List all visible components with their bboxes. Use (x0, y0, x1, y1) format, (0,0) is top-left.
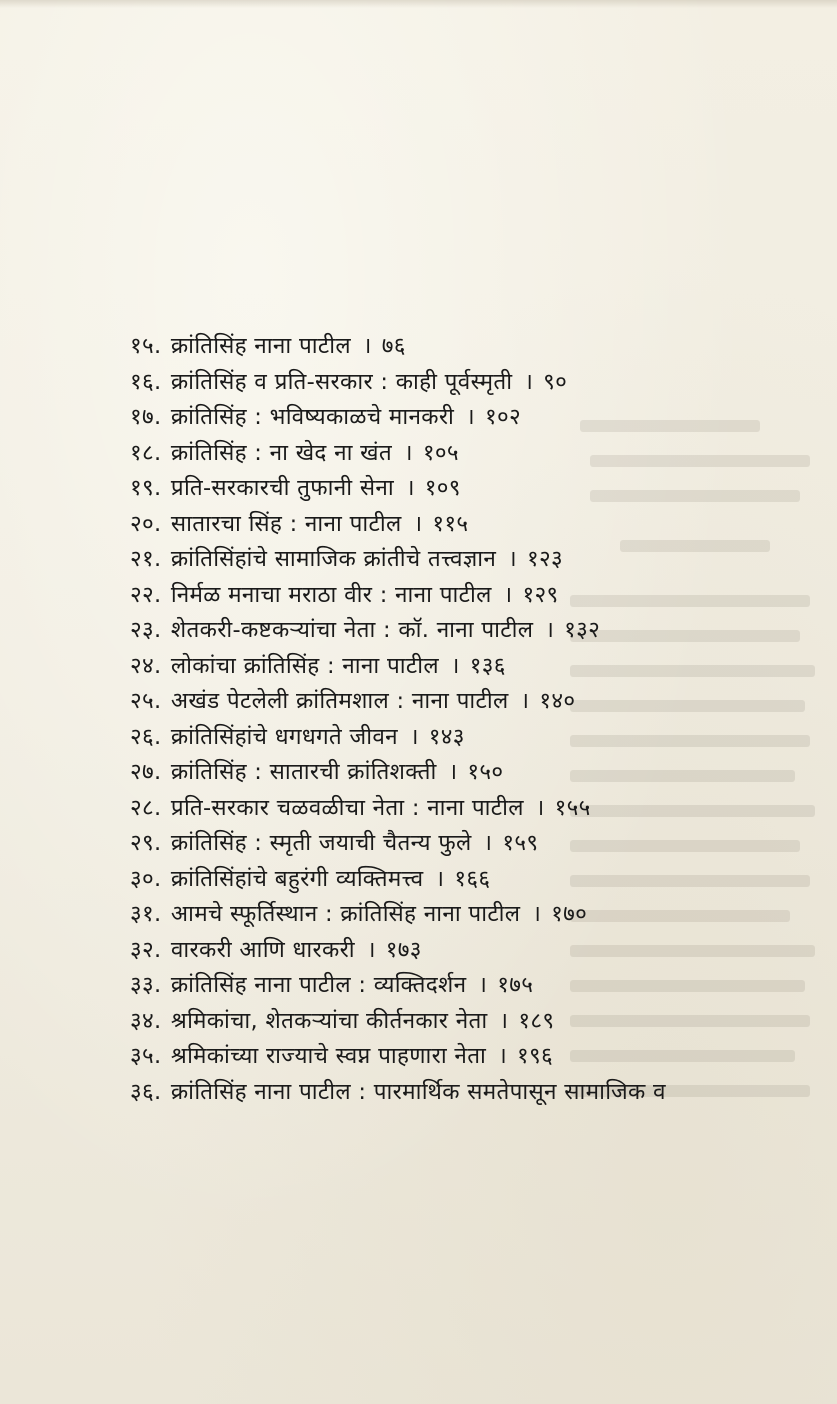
entry-number: ३१. (130, 901, 162, 927)
entry-separator: । (404, 439, 413, 466)
entry-title: लोकांचा क्रांतिसिंह : नाना पाटील (170, 652, 439, 679)
entry-number: ३२. (130, 936, 162, 963)
entry-page-number: १६६ (454, 865, 491, 892)
entry-number: ३४. (130, 1007, 162, 1034)
toc-entry[interactable] (130, 507, 810, 543)
entry-separator: । (435, 865, 445, 892)
entry-number: २६. (130, 723, 162, 750)
entry-page-number: १४३ (428, 723, 465, 750)
entry-page-number: १५० (467, 759, 504, 785)
toc-entry[interactable] (130, 436, 810, 472)
entry-number: २७. (130, 759, 162, 785)
entry-page-number: १४० (539, 688, 576, 714)
entry-number: २४. (130, 652, 162, 679)
entry-title: क्रांतिसिंहांचे बहुरंगी व्यक्तिमत्त्व (170, 865, 424, 892)
entry-title: क्रांतिसिंह नाना पाटील : पारमार्थिक समतेपासून सामाजिक व (170, 1078, 666, 1105)
entry-separator: । (508, 546, 517, 572)
entry-title: प्रति-सरकारची तुफानी सेना (170, 475, 394, 501)
entry-separator: । (466, 404, 475, 430)
toc-entry[interactable] (130, 471, 810, 507)
entry-number: २०. (130, 510, 162, 537)
entry-title: शेतकरी-कष्टकऱ्यांचा नेता : कॉ. नाना पाटील (170, 617, 534, 643)
entry-title: क्रांतिसिंह : सातारची क्रांतिशक्ती (170, 759, 437, 785)
entry-number: १८. (130, 439, 162, 466)
entry-number: १७. (130, 404, 162, 430)
entry-separator: । (524, 368, 534, 395)
entry-title: क्रांतिसिंह नाना पाटील (170, 333, 351, 359)
entry-separator: । (366, 936, 376, 963)
entry-title: प्रति-सरकार चळवळीचा नेता : नाना पाटील (170, 794, 524, 821)
entry-page-number: १९६ (517, 1043, 554, 1069)
table-of-contents (130, 329, 810, 1110)
entry-page-number: १०५ (422, 439, 459, 466)
entry-page-number: १२३ (526, 546, 563, 572)
entry-number: २५. (130, 688, 162, 714)
entry-page-number: १५९ (502, 830, 539, 856)
entry-number: १५. (130, 333, 162, 359)
entry-separator: । (450, 652, 460, 679)
entry-title: क्रांतिसिंह नाना पाटील : व्यक्तिदर्शन (170, 972, 467, 998)
toc-entry[interactable] (130, 1004, 810, 1040)
toc-entry[interactable] (130, 1075, 810, 1111)
toc-entry[interactable] (130, 400, 810, 436)
entry-title: क्रांतिसिंह : भविष्यकाळचे मानकरी (170, 404, 455, 430)
entry-page-number: १७० (551, 901, 588, 927)
page-top-edge (0, 0, 837, 8)
toc-entry[interactable] (130, 720, 810, 756)
entry-number: ३५. (130, 1043, 162, 1069)
toc-entry[interactable] (130, 897, 810, 933)
toc-entry[interactable] (130, 613, 810, 649)
entry-separator: । (413, 510, 423, 537)
toc-entry[interactable] (130, 684, 810, 720)
entry-separator: । (498, 1043, 508, 1069)
toc-entry[interactable] (130, 1039, 810, 1075)
toc-entry[interactable] (130, 578, 810, 614)
entry-separator: । (532, 901, 542, 927)
entry-separator: । (499, 1007, 509, 1034)
toc-entry[interactable] (130, 862, 810, 898)
entry-separator: । (520, 688, 530, 714)
toc-entry[interactable] (130, 933, 810, 969)
entry-number: २३. (130, 617, 162, 643)
entry-number: ३६. (130, 1078, 162, 1105)
entry-separator: । (503, 581, 513, 608)
entry-title: अखंड पेटलेली क्रांतिमशाल : नाना पाटील (170, 688, 509, 714)
entry-separator: । (478, 972, 488, 998)
toc-entry[interactable] (130, 791, 810, 827)
entry-number: ३०. (130, 865, 162, 892)
entry-page-number: ९० (543, 368, 568, 395)
entry-separator: । (535, 794, 545, 821)
entry-page-number: १७५ (497, 972, 534, 998)
entry-number: १९. (130, 475, 162, 501)
toc-entry[interactable] (130, 365, 810, 401)
entry-number: २८. (130, 794, 162, 821)
entry-title: सातारचा सिंह : नाना पाटील (170, 510, 402, 537)
entry-title: निर्मळ मनाचा मराठा वीर : नाना पाटील (170, 581, 492, 608)
entry-page-number: ७६ (381, 333, 406, 359)
toc-entry[interactable] (130, 968, 810, 1004)
entry-separator: । (483, 830, 493, 856)
entry-page-number: १०२ (484, 404, 521, 430)
entry-title: श्रमिकांचा, शेतकऱ्यांचा कीर्तनकार नेता (170, 1007, 488, 1034)
toc-entry[interactable] (130, 329, 810, 365)
entry-page-number: १५५ (554, 794, 591, 821)
toc-entry[interactable] (130, 826, 810, 862)
entry-separator: । (448, 759, 458, 785)
entry-page-number: १८९ (518, 1007, 555, 1034)
entry-title: क्रांतिसिंहांचे धगधगते जीवन (170, 723, 398, 750)
entry-title: क्रांतिसिंह : ना खेद ना खंत (170, 439, 393, 466)
entry-number: २१. (130, 546, 162, 572)
entry-title: क्रांतिसिंह : स्मृती जयाची चैतन्य फुले (170, 830, 472, 856)
entry-number: १६. (130, 368, 162, 395)
entry-number: २२. (130, 581, 162, 608)
entry-page-number: ११५ (432, 510, 469, 537)
entry-page-number: १३२ (564, 617, 601, 643)
entry-number: ३३. (130, 972, 162, 998)
entry-page-number: १२९ (522, 581, 559, 608)
entry-title: वारकरी आणि धारकरी (170, 936, 355, 963)
entry-page-number: १७३ (385, 936, 422, 963)
entry-separator: । (409, 723, 419, 750)
toc-entry[interactable] (130, 755, 810, 791)
entry-separator: । (405, 475, 415, 501)
entry-number: २९. (130, 830, 162, 856)
entry-title: क्रांतिसिंहांचे सामाजिक क्रांतीचे तत्त्वज्ञान (170, 546, 497, 572)
toc-entry[interactable] (130, 649, 810, 685)
entry-title: आमचे स्फूर्तिस्थान : क्रांतिसिंह नाना पाटील (170, 901, 521, 927)
entry-separator: । (545, 617, 555, 643)
entry-page-number: १०९ (424, 475, 461, 501)
entry-title: श्रमिकांच्या राज्याचे स्वप्न पाहणारा नेता (170, 1043, 487, 1069)
entry-separator: । (362, 333, 372, 359)
toc-entry[interactable] (130, 542, 810, 578)
entry-title: क्रांतिसिंह व प्रति-सरकार : काही पूर्वस्मृती (170, 368, 513, 395)
entry-page-number: १३६ (469, 652, 506, 679)
